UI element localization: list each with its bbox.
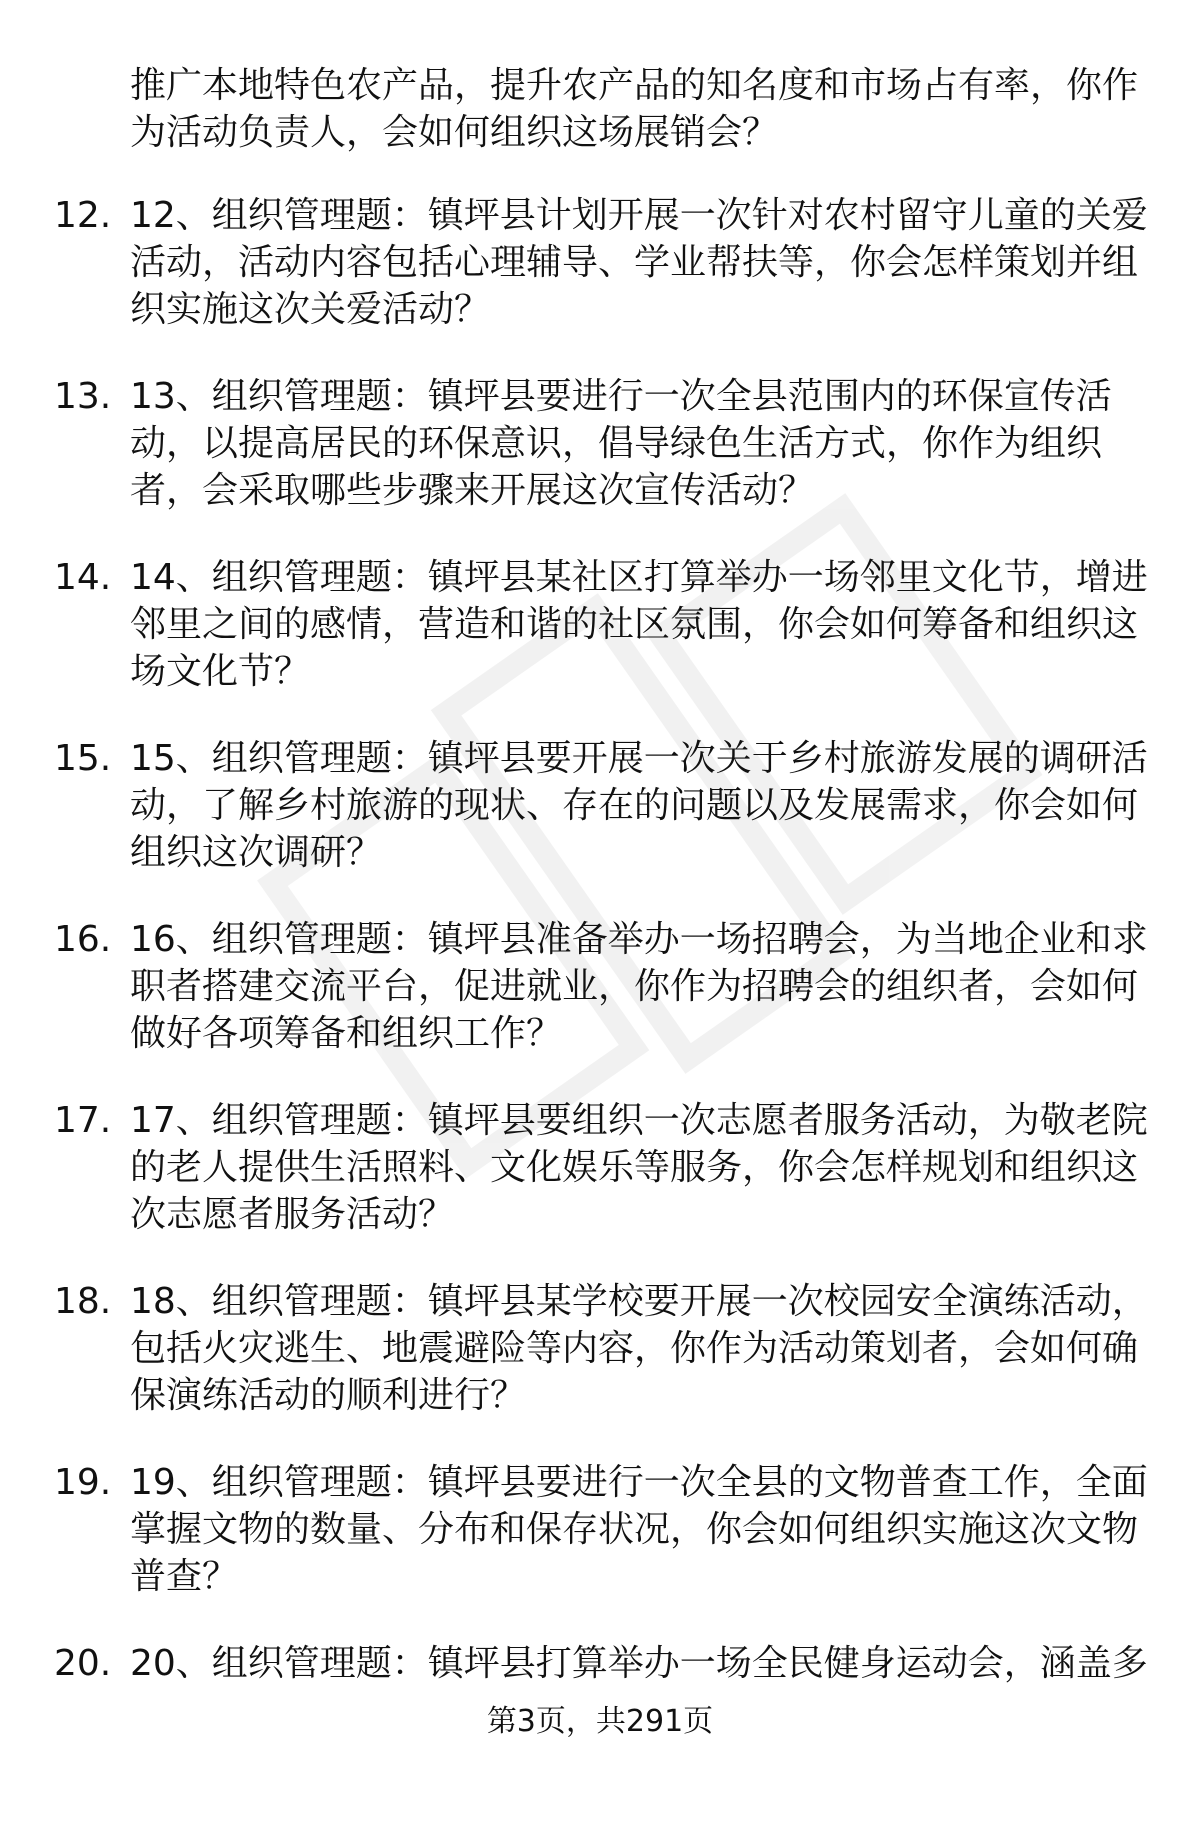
question-item: [0, 554, 1200, 735]
question-number: 12.: [54, 195, 112, 236]
question-text: 20、组织管理题：镇坪县打算举办一场全民健身运动会，涵盖多: [130, 1643, 1148, 1684]
question-item: [0, 1459, 1200, 1640]
question-item: [0, 735, 1200, 916]
question-text: 19、组织管理题：镇坪县要进行一次全县的文物普查工作，全面掌握文物的数量、分布和保存状况，你会如何组织实施这次文物普查？: [130, 1462, 1148, 1597]
question-text: 18、组织管理题：镇坪县某学校要开展一次校园安全演练活动，包括火灾逃生、地震避险等内容，你作为活动策划者，会如何确保演练活动的顺利进行？: [130, 1281, 1148, 1416]
question-item: [0, 1097, 1200, 1278]
intro-paragraph: 推广本地特色农产品，提升农产品的知名度和市场占有率，你作为活动负责人，会如何组织这场展销会？: [130, 65, 1139, 153]
question-number: 20.: [54, 1643, 112, 1684]
question-number: 17.: [54, 1100, 112, 1141]
question-item: [0, 1278, 1200, 1459]
question-number: 19.: [54, 1462, 112, 1503]
question-list: [0, 192, 1200, 1821]
question-number: 18.: [54, 1281, 112, 1322]
question-item: [0, 373, 1200, 554]
question-number: 16.: [54, 919, 112, 960]
question-text: 13、组织管理题：镇坪县要进行一次全县范围内的环保宣传活动，以提高居民的环保意识，倡导绿色生活方式，你作为组织者，会采取哪些步骤来开展这次宣传活动？: [130, 376, 1112, 511]
question-number: 14.: [54, 557, 112, 598]
page-footer: 第3页，共291页: [486, 1704, 714, 1739]
question-number: 13.: [54, 376, 112, 417]
question-item: [0, 192, 1200, 373]
question-text: 16、组织管理题：镇坪县准备举办一场招聘会，为当地企业和求职者搭建交流平台，促进就业，你作为招聘会的组织者，会如何做好各项筹备和组织工作？: [130, 919, 1148, 1054]
question-text: 15、组织管理题：镇坪县要开展一次关于乡村旅游发展的调研活动，了解乡村旅游的现状、存在的问题以及发展需求，你会如何组织这次调研？: [130, 738, 1148, 873]
question-text: 17、组织管理题：镇坪县要组织一次志愿者服务活动，为敬老院的老人提供生活照料、文化娱乐等服务，你会怎样规划和组织这次志愿者服务活动？: [130, 1100, 1148, 1235]
question-item: [0, 916, 1200, 1097]
question-number: 15.: [54, 738, 112, 779]
question-text: 14、组织管理题：镇坪县某社区打算举办一场邻里文化节，增进邻里之间的感情，营造和谐的社区氛围，你会如何筹备和组织这场文化节？: [130, 557, 1148, 692]
question-text: 12、组织管理题：镇坪县计划开展一次针对农村留守儿童的关爱活动，活动内容包括心理辅导、学业帮扶等，你会怎样策划并组织实施这次关爱活动？: [130, 195, 1148, 330]
